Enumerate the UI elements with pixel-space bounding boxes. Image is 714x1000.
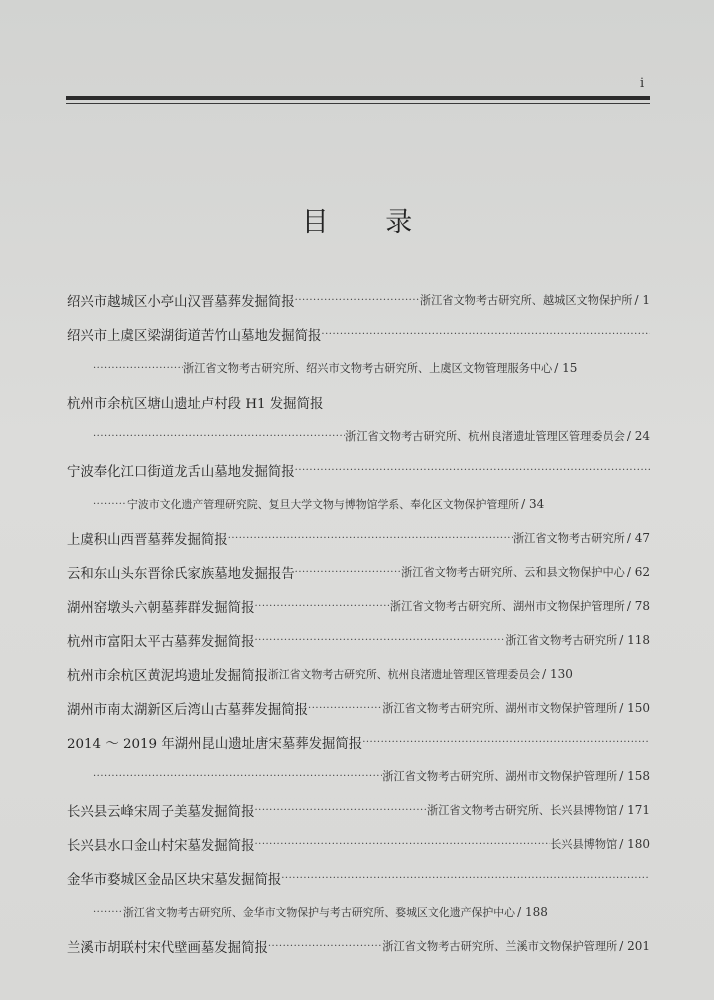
toc-entry-title: 上虞积山西晋墓葬发掘简报 xyxy=(67,532,228,548)
toc-entry-authors: 浙江省文物考古研究所、金华市文物保护与考古研究所、婺城区文化遗产保护中心 xyxy=(123,906,516,919)
toc-entry-continuation xyxy=(67,419,650,453)
toc-entry-title: 湖州市南太湖新区后湾山古墓葬发掘简报 xyxy=(67,702,309,718)
header-rule-thick xyxy=(66,96,650,100)
toc-entry-page: / 171 xyxy=(619,803,650,817)
toc-leader-dots xyxy=(254,635,505,646)
toc-entry-authors: 浙江省文物考古研究所、湖州市文物保护管理所 xyxy=(382,770,618,783)
toc-entry-title: 长兴县云峰宋周子美墓发掘简报 xyxy=(67,804,255,820)
toc-entry-authors: 浙江省文物考古研究所 xyxy=(512,532,625,545)
toc-entry-title: 杭州市余杭区塘山遗址卢村段 H1 发掘简报 xyxy=(67,396,324,412)
toc-entry[interactable] xyxy=(67,589,650,623)
table-of-contents xyxy=(67,283,650,963)
toc-entry-page: / 150 xyxy=(619,701,650,715)
toc-entry-continuation xyxy=(67,487,650,521)
toc-entry-page: / 188 xyxy=(517,905,548,919)
toc-entry-title: 杭州市余杭区黄泥坞遗址发掘简报 xyxy=(67,668,268,684)
toc-entry-authors: 浙江省文物考古研究所 xyxy=(505,634,618,647)
toc-leader-dots xyxy=(295,567,401,578)
header-rule-thin xyxy=(66,103,650,104)
toc-leader-dots xyxy=(295,295,420,306)
toc-entry-title: 兰溪市胡联村宋代壁画墓发掘简报 xyxy=(67,940,268,956)
toc-entry-title: 湖州窑墩头六朝墓葬群发掘简报 xyxy=(67,600,255,616)
toc-leader-dots xyxy=(93,499,127,510)
toc-entry-continuation xyxy=(67,759,650,793)
toc-leader-dots xyxy=(228,533,513,544)
toc-entry[interactable] xyxy=(67,623,650,657)
toc-entry-page: / 62 xyxy=(626,565,650,579)
page-number: i xyxy=(640,76,645,91)
toc-entry-page: / 34 xyxy=(521,497,545,511)
toc-entry[interactable] xyxy=(67,861,650,895)
toc-leader-dots xyxy=(93,907,123,918)
toc-entry[interactable] xyxy=(67,657,650,691)
toc-leader-dots xyxy=(254,601,389,612)
toc-entry[interactable] xyxy=(67,521,650,555)
toc-entry-page: / 24 xyxy=(626,429,650,443)
toc-entry-authors: 长兴县博物馆 xyxy=(550,838,618,851)
toc-entry[interactable] xyxy=(67,283,650,317)
toc-entry-authors: 浙江省文物考古研究所、绍兴市文物考古研究所、上虞区文物管理服务中心 xyxy=(183,362,553,375)
toc-entry[interactable] xyxy=(67,317,650,351)
toc-entry-authors: 浙江省文物考古研究所、越城区文物保护所 xyxy=(419,294,633,307)
toc-entry-page: / 180 xyxy=(619,837,650,851)
toc-leader-dots xyxy=(93,363,183,374)
toc-entry-continuation xyxy=(67,895,650,929)
toc-entry-title: 2014 ～ 2019 年湖州昆山遗址唐宋墓葬发掘简报 xyxy=(67,736,363,752)
toc-entry[interactable] xyxy=(67,691,650,725)
toc-entry-page: / 78 xyxy=(626,599,650,613)
toc-entry-title: 长兴县水口金山村宋墓发掘简报 xyxy=(67,838,255,854)
toc-entry-authors: 浙江省文物考古研究所、杭州良渚遗址管理区管理委员会 xyxy=(345,430,625,443)
toc-entry-continuation xyxy=(67,351,650,385)
toc-entry[interactable] xyxy=(67,453,650,487)
toc-leader-dots xyxy=(93,431,345,442)
toc-entry-authors: 浙江省文物考古研究所、杭州良渚遗址管理区管理委员会 xyxy=(267,668,541,681)
toc-leader-dots xyxy=(362,737,650,748)
toc-entry[interactable] xyxy=(67,793,650,827)
toc-leader-dots xyxy=(254,839,550,850)
toc-entry-title: 金华市婺城区金品区块宋墓发掘简报 xyxy=(67,872,282,888)
toc-entry[interactable] xyxy=(67,725,650,759)
toc-leader-dots xyxy=(308,703,382,714)
toc-entry[interactable] xyxy=(67,929,650,963)
toc-entry-page: / 130 xyxy=(542,667,573,681)
toc-entry-page: / 15 xyxy=(554,361,578,375)
toc-leader-dots xyxy=(281,873,650,884)
toc-entry-title: 杭州市富阳太平古墓葬发掘简报 xyxy=(67,634,255,650)
toc-entry-title: 绍兴市上虞区梁湖街道苦竹山墓地发掘简报 xyxy=(67,328,322,344)
toc-entry-title: 云和东山头东晋徐氏家族墓地发掘报告 xyxy=(67,566,295,582)
toc-leader-dots xyxy=(321,329,650,340)
toc-entry-title: 绍兴市越城区小亭山汉晋墓葬发掘简报 xyxy=(67,294,295,310)
toc-entry-authors: 浙江省文物考古研究所、兰溪市文物保护管理所 xyxy=(382,940,618,953)
toc-entry-authors: 浙江省文物考古研究所、云和县文物保护中心 xyxy=(401,566,625,579)
toc-entry-title: 宁波奉化江口街道龙舌山墓地发掘简报 xyxy=(67,464,295,480)
toc-leader-dots xyxy=(254,805,427,816)
toc-entry[interactable] xyxy=(67,827,650,861)
toc-entry-page: / 47 xyxy=(626,531,650,545)
toc-entry-page: / 201 xyxy=(619,939,650,953)
toc-entry-page: / 118 xyxy=(619,633,650,647)
toc-entry-authors: 宁波市文化遗产管理研究院、复旦大学文物与博物馆学系、奉化区文物保护管理所 xyxy=(127,498,520,511)
toc-entry-authors: 浙江省文物考古研究所、湖州市文物保护管理所 xyxy=(382,702,618,715)
toc-entry-page: / 1 xyxy=(634,293,650,307)
toc-entry-authors: 浙江省文物考古研究所、长兴县博物馆 xyxy=(427,804,618,817)
toc-entry[interactable] xyxy=(67,555,650,589)
toc-entry-page: / 158 xyxy=(619,769,650,783)
toc-leader-dots xyxy=(93,771,382,782)
toc-leader-dots xyxy=(268,941,382,952)
page-title: 目 录 xyxy=(301,207,437,238)
toc-entry[interactable] xyxy=(67,385,650,419)
toc-entry-authors: 浙江省文物考古研究所、湖州市文物保护管理所 xyxy=(389,600,625,613)
toc-leader-dots xyxy=(295,465,650,476)
